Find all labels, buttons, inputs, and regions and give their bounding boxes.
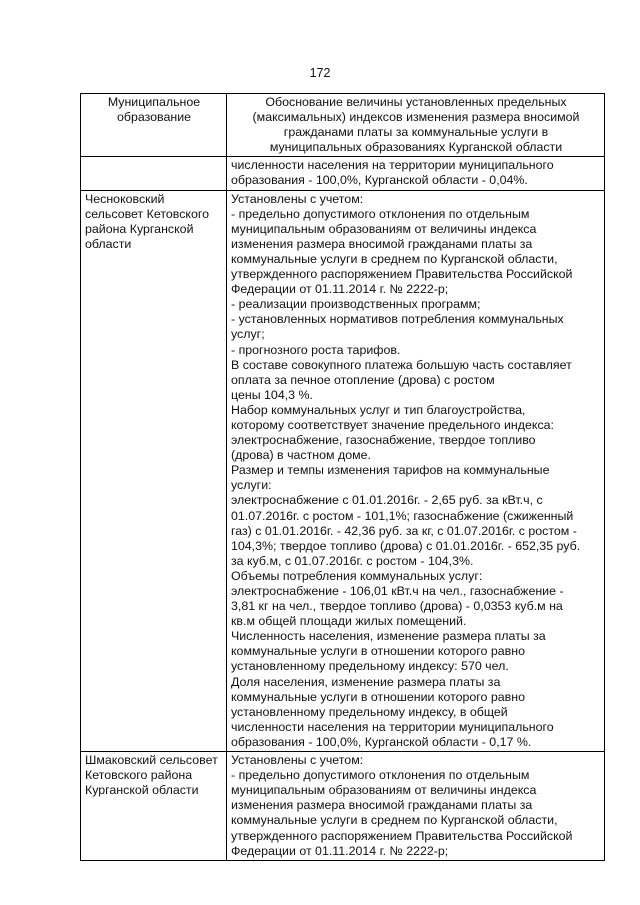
text-line: газ) с 01.01.2016г. - 42,36 руб. за кг, с 01.07.2016г. с ростом - [231,523,577,538]
table-row [81,190,605,751]
text-line: изменения размера вносимой гражданами платы за [231,236,533,251]
text-line: муниципальным образованиям от величины индекса [231,221,537,236]
text-line: Объемы потребления коммунальных услуг: [231,568,483,583]
municipality-line: области [85,236,132,251]
text-line: Размер и темпы изменения тарифов на коммунальные [231,463,550,478]
text-line: установленному предельному индексу, в общей [231,704,508,719]
text-line: образования - 100,0%, Курганской области - 0,17 %. [231,734,532,749]
text-line: 3,81 кг на чел., твердое топливо (дрова) - 0,0353 куб.м на [231,599,563,614]
text-line: муниципальным образованиям от величины индекса [231,783,537,798]
table-row [81,752,605,861]
municipality-line: Шмаковский сельсовет [85,753,218,768]
text-line: кв.м общей площади жилых помещений. [231,614,467,629]
text-line: электроснабжение, газоснабжение, твердое топливо [231,433,536,448]
text-line: образования - 100,0%, Курганской области - 0,04%. [231,173,528,188]
text-line: Установлены с учетом: [231,191,364,206]
text-line: коммунальные услуги в среднем по Курганской области, [231,251,558,266]
text-line: за куб.м, с 01.07.2016г. с ростом - 104,3%. [231,553,474,568]
text-line: коммунальные услуги в среднем по Курганской области, [231,813,558,828]
justification-cell [227,752,605,861]
text-line: Набор коммунальных услуг и тип благоустройства, [231,402,526,417]
text-line: электроснабжение с 01.01.2016г. - 2,65 руб. за кВт.ч, с [231,493,543,508]
text-line: Доля населения, изменение размера платы за [231,674,501,689]
text-line: услуг; [231,327,265,342]
municipality-cell [81,190,227,751]
text-line: электроснабжение - 106,01 кВт.ч на чел., газоснабжение - [231,584,564,598]
text-line: оплата за печное отопление (дрова) с ростом [231,372,495,387]
page-number: 172 [309,66,331,80]
text-line: - предельно допустимого отклонения по отдельным [231,768,530,783]
header-text-line: (максимальных) индексов изменения размера вносимой [252,110,580,125]
text-line: - установленных нормативов потребления коммунальных [231,312,564,327]
text-line: коммунальные услуги в отношении которого равно [231,644,525,659]
header-text-line: образование [116,110,192,125]
header-text-line: муниципальных образованиях Курганской области [269,140,563,155]
text-line: 104,3%; твердое топливо (дрова) с 01.01.2016г. - 652,35 руб. [231,538,581,553]
text-line: утвержденного распоряжением Правительства Российской [231,828,573,843]
justification-cell [227,190,605,751]
text-line: услуги: [231,478,272,493]
municipality-line: Кетовского района [85,768,193,783]
text-line: коммунальные услуги в отношении которого равно [231,689,525,704]
municipality-line: сельсовет Кетовского [85,206,209,221]
municipality-line: Курганской области [85,783,199,798]
text-line: Федерации от 01.11.2014 г. № 2222-р; [231,282,449,297]
text-line: численности населения на территории муниципального [231,719,554,734]
text-line: численности населения на территории муниципального [231,158,554,173]
header-text-line: Обоснование величины установленных предельных [265,95,567,109]
justification-cell [227,157,605,190]
text-line: - предельно допустимого отклонения по отдельным [231,206,530,221]
text-line: В составе совокупного платежа большую часть составляет [231,357,572,372]
text-line: утвержденного распоряжением Правительства Российской [231,267,573,282]
text-line: установленному предельному индексу: 570 чел. [231,659,509,674]
tariff-table [80,93,605,861]
table-header-row [81,94,605,157]
text-line: Установлены с учетом: [231,753,364,768]
municipality-cell [81,752,227,861]
table-row [81,157,605,190]
text-line: изменения размера вносимой гражданами платы за [231,798,533,813]
text-line: цены 104,3 %. [231,387,313,402]
text-line: Федерации от 01.11.2014 г. № 2222-р; [231,843,449,858]
municipality-cell [81,157,227,190]
text-line: (дрова) в частном доме. [231,448,371,463]
text-line: - реализации производственных программ; [231,297,481,312]
header-municipality [81,94,227,157]
text-line: - прогнозного роста тарифов. [231,342,401,357]
text-line: 01.07.2016г. с ростом - 101,1%; газоснабжение (сжиженный [231,508,574,523]
municipality-line: района Курганской [85,221,194,236]
header-text-line: Муниципальное [107,95,201,109]
text-line: которому соответствует значение предельного индекса: [231,417,554,432]
header-text-line: гражданами платы за коммунальные услуги в [283,125,549,140]
municipality-line: Чесноковский [85,191,165,206]
text-line: Численность населения, изменение размера платы за [231,629,546,644]
header-justification [227,94,605,157]
